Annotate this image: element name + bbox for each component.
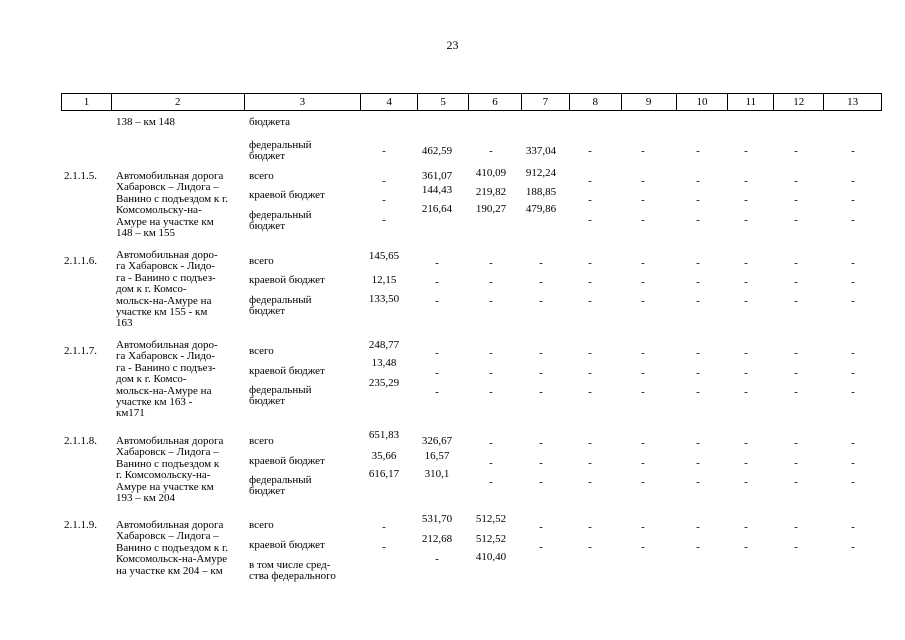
value-cell: - [794, 194, 798, 206]
funding-source-label: краевой бюджет [249, 539, 325, 551]
col-header-11: 11 [728, 94, 774, 110]
value-cell: - [539, 276, 543, 288]
col-header-10: 10 [677, 94, 729, 110]
object-name-line: Амуре на участке км [116, 480, 214, 493]
object-name-line: 193 – км 204 [116, 492, 176, 504]
value-cell: 310,1 [424, 468, 450, 480]
value-cell: - [696, 437, 700, 449]
object-name-line: га - Ванино с подъез- [116, 361, 216, 374]
value-cell: - [588, 295, 592, 307]
value-cell: 190,27 [475, 203, 507, 215]
funding-source-label: краевой бюджет [249, 189, 325, 201]
col-header-8: 8 [570, 94, 622, 110]
value-cell: - [851, 347, 855, 359]
value-cell: 326,67 [421, 435, 453, 447]
value-cell: - [794, 521, 798, 533]
object-name-line: Хабаровск – Лидога – [116, 181, 219, 194]
funding-source-label: ства федерального [249, 570, 336, 582]
col-header-12: 12 [774, 94, 824, 110]
value-cell: 145,65 [368, 250, 400, 262]
row-number: 2.1.1.7. [64, 345, 97, 357]
value-cell: - [489, 145, 493, 157]
value-cell: - [744, 476, 748, 488]
value-cell: - [851, 295, 855, 307]
value-cell: - [696, 194, 700, 206]
value-cell: - [641, 521, 645, 533]
value-cell: - [539, 437, 543, 449]
object-name-line: Комсомольску-на- [116, 204, 202, 217]
value-cell: 13,48 [371, 357, 397, 369]
value-cell: - [744, 541, 748, 553]
row-number: 2.1.1.9. [64, 519, 97, 531]
value-cell: - [435, 367, 439, 379]
object-name-line: г. Комсомольску-на- [116, 469, 211, 482]
value-cell: - [744, 257, 748, 269]
funding-source-label: бюджет [249, 395, 285, 407]
value-cell: - [696, 367, 700, 379]
value-cell: - [744, 347, 748, 359]
value-cell: - [588, 214, 592, 226]
funding-source-label: федеральный [249, 139, 312, 151]
object-name-line: Комсомольск-на-Амуре [116, 553, 228, 566]
value-cell: - [744, 145, 748, 157]
value-cell: - [696, 214, 700, 226]
col-header-7: 7 [522, 94, 570, 110]
value-cell: - [588, 194, 592, 206]
value-cell: - [588, 437, 592, 449]
value-cell: - [851, 175, 855, 187]
object-name-line: га Хабаровск - Лидо- [116, 260, 216, 273]
value-cell: - [851, 214, 855, 226]
object-name-line: Хабаровск – Лидога – [116, 446, 219, 459]
value-cell: - [794, 295, 798, 307]
col-header-6: 6 [469, 94, 522, 110]
value-cell: - [744, 175, 748, 187]
value-cell: - [641, 257, 645, 269]
value-cell: 479,86 [525, 203, 557, 215]
value-cell: 188,85 [525, 186, 557, 198]
object-name-line: га - Ванино с подъез- [116, 271, 216, 284]
value-cell: - [539, 386, 543, 398]
value-cell: - [539, 476, 543, 488]
object-name-line: Амуре на участке км [116, 215, 214, 228]
value-cell: - [851, 145, 855, 157]
funding-source-label: бюджет [249, 220, 285, 232]
value-cell: - [696, 386, 700, 398]
value-cell: 512,52 [475, 513, 507, 525]
value-cell: - [588, 347, 592, 359]
value-cell: - [539, 521, 543, 533]
value-cell: 410,09 [475, 167, 507, 179]
value-cell: - [539, 347, 543, 359]
value-cell: - [489, 386, 493, 398]
value-cell: - [435, 276, 439, 288]
funding-source-label: федеральный [249, 384, 312, 396]
value-cell: - [641, 145, 645, 157]
value-cell: - [641, 457, 645, 469]
object-name-line: дом к г. Комсо- [116, 373, 187, 386]
value-cell: 361,07 [421, 170, 453, 182]
object-name-line: Автомобильная дорога [116, 435, 224, 447]
value-cell: - [382, 521, 386, 533]
value-cell: - [489, 257, 493, 269]
value-cell: - [851, 476, 855, 488]
value-cell: - [696, 145, 700, 157]
value-cell: 410,40 [475, 551, 507, 563]
value-cell: - [794, 541, 798, 553]
value-cell: 337,04 [525, 145, 557, 157]
funding-source-label: всего [249, 519, 274, 531]
value-cell: - [794, 437, 798, 449]
value-cell: 912,24 [525, 167, 557, 179]
value-cell: - [696, 457, 700, 469]
value-cell: - [641, 347, 645, 359]
funding-source-label: всего [249, 170, 274, 182]
value-cell: - [744, 194, 748, 206]
value-cell: 512,52 [475, 533, 507, 545]
value-cell: - [489, 276, 493, 288]
value-cell: - [851, 521, 855, 533]
object-name-line: Ванино с подъездом к г. [116, 192, 228, 205]
value-cell: - [744, 295, 748, 307]
value-cell: - [851, 386, 855, 398]
value-cell: - [794, 386, 798, 398]
value-cell: - [489, 295, 493, 307]
value-cell: - [641, 175, 645, 187]
value-cell: - [696, 257, 700, 269]
value-cell: 235,29 [368, 377, 400, 389]
value-cell: 248,77 [368, 339, 400, 351]
value-cell: - [851, 276, 855, 288]
value-cell: - [641, 276, 645, 288]
value-cell: - [641, 437, 645, 449]
value-cell: - [794, 145, 798, 157]
funding-source-label: федеральный [249, 474, 312, 486]
value-cell: - [851, 257, 855, 269]
value-cell: - [489, 457, 493, 469]
value-cell: - [489, 437, 493, 449]
value-cell: - [435, 553, 439, 565]
value-cell: - [435, 347, 439, 359]
funding-source-label: бюджет [249, 485, 285, 497]
value-cell: - [696, 476, 700, 488]
object-name-line: участке км 155 - км [116, 306, 208, 318]
row-number: 2.1.1.6. [64, 255, 97, 267]
funding-source-label: всего [249, 435, 274, 447]
col-header-13: 13 [847, 96, 859, 108]
value-cell: - [539, 295, 543, 307]
value-cell: - [794, 276, 798, 288]
value-cell: - [588, 541, 592, 553]
value-cell: - [696, 521, 700, 533]
value-cell: - [641, 367, 645, 379]
value-cell: - [794, 214, 798, 226]
value-cell: 219,82 [475, 186, 507, 198]
object-name-line: Хабаровск – Лидога – [116, 530, 219, 543]
value-cell: - [588, 257, 592, 269]
object-name-line: 148 – км 155 [116, 227, 176, 239]
funding-source-label: в том числе сред- [249, 559, 331, 571]
value-cell: - [696, 541, 700, 553]
col-header-9: 9 [622, 94, 677, 110]
value-cell: - [435, 295, 439, 307]
value-cell: - [489, 347, 493, 359]
value-cell: - [794, 175, 798, 187]
value-cell: - [382, 175, 386, 187]
value-cell: 35,66 [371, 450, 397, 462]
value-cell: - [588, 386, 592, 398]
value-cell: - [588, 476, 592, 488]
funding-source-label: федеральный [249, 209, 312, 221]
object-name-line: дом к г. Комсо- [116, 283, 187, 296]
value-cell: - [744, 457, 748, 469]
object-name-line: Автомобильная доро- [116, 339, 218, 351]
value-cell: - [641, 295, 645, 307]
value-cell: 16,57 [424, 450, 450, 462]
value-cell: 462,59 [421, 145, 453, 157]
value-cell: 12,15 [371, 274, 397, 286]
value-cell: - [588, 367, 592, 379]
funding-source-label: бюджет [249, 150, 285, 162]
value-cell: - [696, 175, 700, 187]
value-cell: - [641, 541, 645, 553]
value-cell: - [696, 276, 700, 288]
value-cell: 651,83 [368, 429, 400, 441]
value-cell: - [851, 541, 855, 553]
value-cell: - [539, 457, 543, 469]
funding-source-label: бюджет [249, 305, 285, 317]
object-name-line: Ванино с подъездом к [116, 457, 220, 470]
value-cell: - [794, 257, 798, 269]
object-name-line: Ванино с подъездом к г. [116, 541, 228, 554]
value-cell: - [851, 457, 855, 469]
value-cell: - [641, 386, 645, 398]
value-cell: 144,43 [421, 184, 453, 196]
value-cell: - [382, 194, 386, 206]
value-cell: 531,70 [421, 513, 453, 525]
col-header-4: 4 [361, 94, 418, 110]
value-cell: - [696, 295, 700, 307]
value-cell: 212,68 [421, 533, 453, 545]
value-cell: - [794, 476, 798, 488]
table-header-row [61, 93, 882, 111]
value-cell: - [744, 386, 748, 398]
value-cell: - [641, 194, 645, 206]
value-cell: - [539, 257, 543, 269]
page-number: 23 [446, 38, 459, 52]
value-cell: - [794, 367, 798, 379]
object-name-line: мольск-на-Амуре на [116, 294, 212, 307]
funding-source-label: федеральный [249, 294, 312, 306]
value-cell: - [435, 386, 439, 398]
funding-source-label: бюджета [249, 116, 291, 128]
value-cell: - [489, 476, 493, 488]
value-cell: - [744, 367, 748, 379]
funding-source-label: краевой бюджет [249, 365, 325, 377]
object-name-line: участке км 163 - [116, 396, 193, 408]
col-header-3: 3 [245, 94, 362, 110]
object-name-line: Автомобильная дорога [116, 519, 224, 531]
value-cell: - [744, 276, 748, 288]
value-cell: - [641, 214, 645, 226]
row-number: 2.1.1.5. [64, 170, 97, 182]
value-cell: - [588, 521, 592, 533]
value-cell: - [435, 257, 439, 269]
col-header-1: 1 [62, 94, 112, 110]
funding-source-label: краевой бюджет [249, 455, 325, 467]
funding-source-label: всего [249, 345, 274, 357]
value-cell: - [588, 457, 592, 469]
value-cell: - [382, 145, 386, 157]
col-header-2: 2 [112, 94, 245, 110]
value-cell: - [489, 367, 493, 379]
value-cell: - [794, 347, 798, 359]
value-cell: - [588, 175, 592, 187]
value-cell: - [794, 457, 798, 469]
value-cell: - [539, 367, 543, 379]
value-cell: - [696, 347, 700, 359]
value-cell: - [382, 541, 386, 553]
object-name-line: 138 – км 148 [116, 116, 176, 128]
object-name-line: 163 [116, 317, 133, 330]
value-cell: 216,64 [421, 203, 453, 215]
object-name-line: га Хабаровск - Лидо- [116, 350, 216, 363]
value-cell: - [539, 541, 543, 553]
object-name-line: на участке км 204 – км [116, 564, 223, 577]
value-cell: - [744, 437, 748, 449]
funding-source-label: краевой бюджет [249, 274, 325, 286]
value-cell: - [382, 214, 386, 226]
object-name-line: Автомобильная доро- [116, 249, 218, 261]
value-cell: - [588, 276, 592, 288]
object-name-line: км171 [116, 407, 145, 420]
value-cell: - [851, 437, 855, 449]
value-cell: - [851, 194, 855, 206]
value-cell: 616,17 [368, 468, 400, 480]
funding-source-label: всего [249, 255, 274, 267]
object-name-line: мольск-на-Амуре на [116, 384, 212, 397]
value-cell: 133,50 [368, 293, 400, 305]
value-cell: - [744, 521, 748, 533]
value-cell: - [744, 214, 748, 226]
object-name-line: Автомобильная дорога [116, 170, 224, 182]
col-header-5: 5 [418, 94, 469, 110]
value-cell: - [588, 145, 592, 157]
value-cell: - [641, 476, 645, 488]
row-number: 2.1.1.8. [64, 435, 97, 447]
value-cell: - [851, 367, 855, 379]
